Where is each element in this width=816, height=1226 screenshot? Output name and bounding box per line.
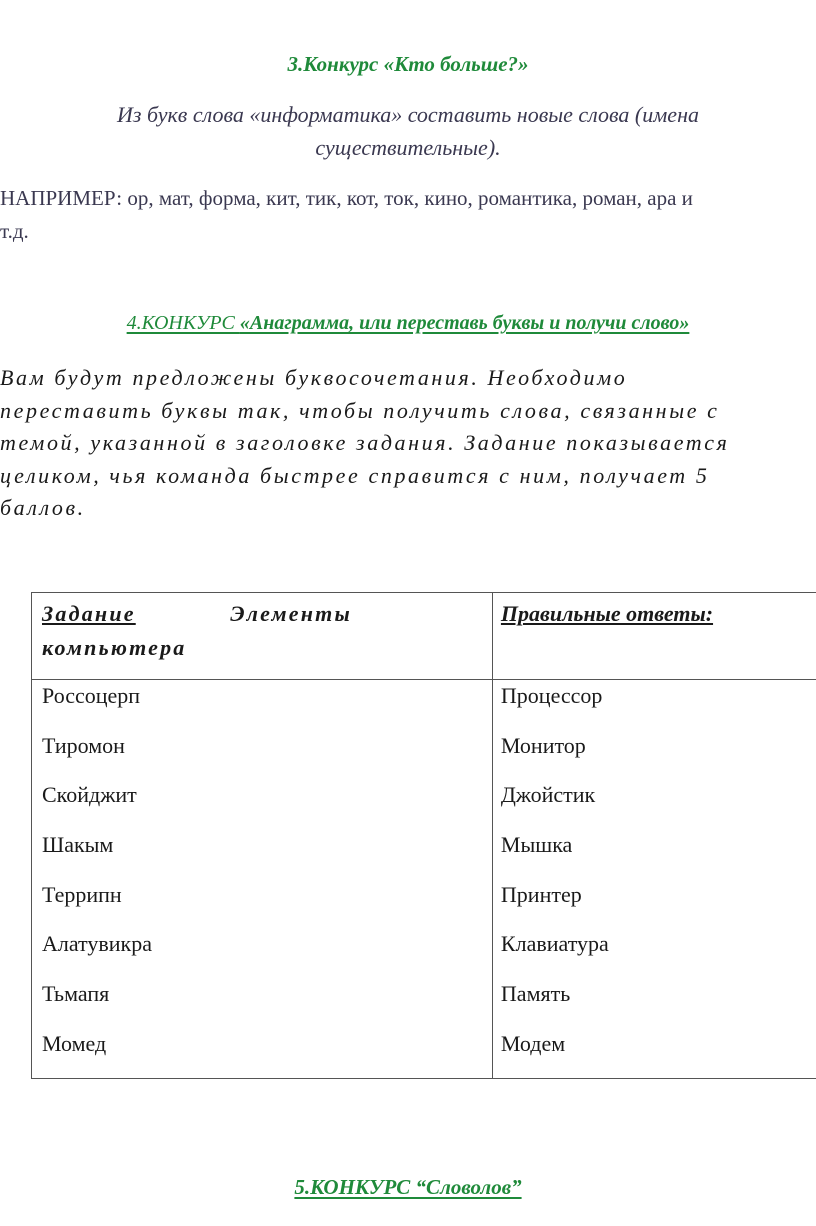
task-line: переставить буквы так, чтобы получить слова, связанные с: [0, 397, 720, 423]
list-item: Монитор: [500, 732, 586, 758]
list-item: Шакым: [42, 832, 114, 858]
anagram-table: [31, 592, 816, 1079]
list-item: Момед: [42, 1030, 107, 1056]
section3-intro-line2: существительные).: [315, 135, 501, 160]
task-line: Вам будут предложены буквосочетания. Необходимо: [0, 365, 628, 390]
list-item: Модем: [500, 1030, 566, 1056]
section5-title: 5.КОНКУРС “Словолов”: [294, 1175, 522, 1199]
section3-title: 3.Конкурс «Кто больше?»: [287, 52, 529, 76]
list-item: Память: [500, 981, 571, 1007]
section3-example-line1: НАПРИМЕР: ор, мат, форма, кит, тик, кот, ток, кино, романтика, роман, ара и: [0, 186, 693, 210]
list-item: Террипн: [42, 881, 122, 907]
header-answers-label: Правильные ответы:: [500, 601, 714, 626]
list-item: Принтер: [500, 881, 582, 907]
header-computer-label: компьютера: [42, 635, 187, 660]
table-body-row: [32, 680, 816, 1079]
section4-title: [0, 312, 816, 335]
task-line: целиком, чья команда быстрее справится с ним, получает 5: [0, 462, 710, 488]
section3-example-line2: т.д.: [0, 219, 29, 243]
answer-list-cell: [492, 680, 816, 1079]
task-line: баллов.: [0, 495, 86, 520]
header-task-cell: [32, 593, 493, 680]
section3-example: [0, 182, 816, 248]
list-item: Скойджит: [42, 782, 137, 808]
header-task-label: Задание: [42, 601, 136, 626]
list-item: Тьмапя: [42, 981, 110, 1007]
section3-intro-line1: Из букв слова «информатика» составить новые слова (имена: [117, 102, 699, 127]
section4-task-description: [0, 362, 816, 525]
list-item: Клавиатура: [500, 931, 609, 957]
header-elements-label: Элементы: [230, 601, 352, 626]
section4-title-plain: 4.КОНКУРС: [126, 312, 240, 334]
list-item: Россоцерп: [42, 683, 141, 708]
list-item: Джойстик: [500, 782, 596, 808]
header-answers-cell: [492, 593, 816, 680]
list-item: Процессор: [500, 683, 603, 708]
section3-intro: [60, 98, 756, 164]
list-item: Тиромон: [42, 732, 125, 758]
task-list-cell: [32, 680, 493, 1079]
task-line: темой, указанной в заголовке задания. Задание показывается: [0, 430, 730, 455]
list-item: Алатувикра: [42, 931, 152, 957]
list-item: Мышка: [500, 832, 573, 858]
section4-title-bold: «Анаграмма, или переставь буквы и получи слово»: [239, 312, 690, 334]
table-header-row: [32, 593, 816, 680]
